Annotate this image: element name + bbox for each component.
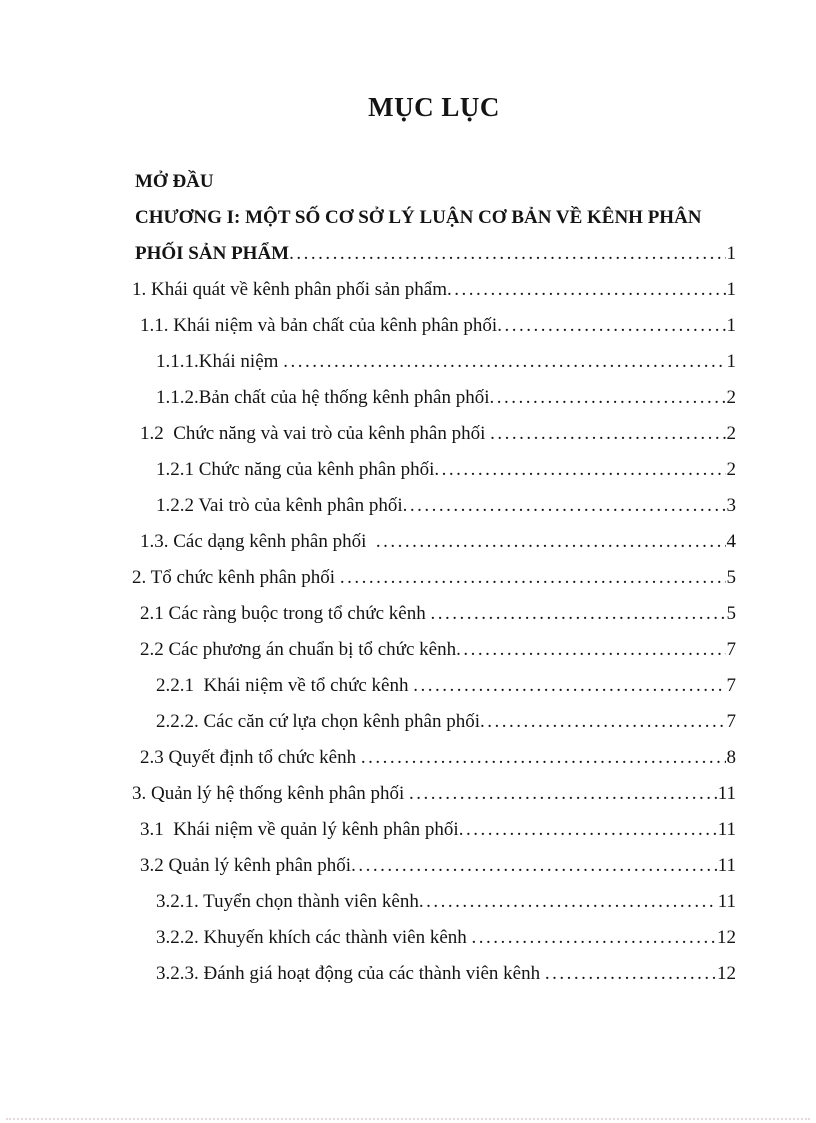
toc-page-number: 1	[726, 351, 736, 372]
toc-entry	[132, 488, 736, 524]
dot-leader	[409, 776, 717, 812]
toc-page-number: 5	[726, 567, 736, 588]
dot-leader	[447, 272, 725, 308]
toc-page-number: 11	[717, 855, 736, 876]
toc-page-number: 12	[717, 927, 736, 948]
toc-entry-text: CHƯƠNG I: MỘT SỐ CƠ SỞ LÝ LUẬN CƠ BẢN VỀ KÊNH PHÂN	[135, 207, 702, 228]
toc-entry-text: PHỐI SẢN PHẨM	[135, 243, 290, 264]
table-of-contents	[132, 164, 736, 992]
toc-entry-text: 2.2.2. Các căn cứ lựa chọn kênh phân phối	[156, 711, 480, 732]
dot-leader	[340, 560, 726, 596]
toc-entry	[132, 596, 736, 632]
toc-page-number: 8	[726, 747, 736, 768]
toc-entry	[132, 416, 736, 452]
toc-entry-text: 2.1 Các ràng buộc trong tổ chức kênh	[140, 603, 431, 624]
toc-entry	[132, 740, 736, 776]
toc-entry	[132, 452, 736, 488]
toc-entry	[132, 524, 736, 560]
toc-entry	[132, 200, 736, 236]
dot-leader	[403, 488, 726, 524]
dot-leader	[376, 524, 726, 560]
toc-entry-text: 3.1 Khái niệm về quản lý kênh phân phối	[140, 819, 459, 840]
toc-entry-text: MỞ ĐẦU	[135, 171, 214, 192]
dot-leader	[480, 704, 726, 740]
toc-entry-text: 2.2.1 Khái niệm về tổ chức kênh	[156, 675, 414, 696]
toc-entry-text: 1. Khái quát về kênh phân phối sản phẩm	[132, 279, 448, 300]
dot-leader	[289, 236, 725, 272]
toc-page-number: 12	[717, 963, 736, 984]
page-title: MỤC LỤC	[368, 92, 500, 122]
toc-entry-text: 3.2.1. Tuyển chọn thành viên kênh	[156, 891, 419, 912]
toc-entry	[132, 920, 736, 956]
toc-page-number: 11	[717, 819, 736, 840]
toc-entry-text: 2.3 Quyết định tổ chức kênh	[140, 747, 361, 768]
dot-leader	[419, 884, 717, 920]
toc-page-number: 1	[726, 243, 736, 264]
dot-leader	[497, 308, 725, 344]
toc-page-number: 11	[717, 783, 736, 804]
toc-entry	[132, 164, 736, 200]
toc-page-number: 2	[726, 423, 736, 444]
toc-entry-text: 1.1. Khái niệm và bản chất của kênh phân phối	[140, 315, 498, 336]
toc-entry-text: 1.2.1 Chức năng của kênh phân phối	[156, 459, 435, 480]
page-bottom-dotted-border	[6, 1118, 810, 1120]
toc-entry-text: 1.1.2.Bản chất của hệ thống kênh phân phối	[156, 387, 490, 408]
toc-entry-text: 3. Quản lý hệ thống kênh phân phối	[132, 783, 410, 804]
toc-entry	[132, 272, 736, 308]
toc-entry-text: 2. Tổ chức kênh phân phối	[132, 567, 340, 588]
toc-entry	[132, 344, 736, 380]
toc-entry-text: 1.2 Chức năng và vai trò của kênh phân phối	[140, 423, 491, 444]
dot-leader	[459, 812, 717, 848]
toc-page-number: 7	[726, 675, 736, 696]
dot-leader	[413, 668, 725, 704]
toc-entry	[132, 812, 736, 848]
toc-entry	[132, 848, 736, 884]
toc-page-number: 2	[726, 459, 736, 480]
dot-leader	[351, 848, 717, 884]
toc-page-number: 1	[726, 279, 736, 300]
toc-entry-text: 3.2.2. Khuyến khích các thành viên kênh	[156, 927, 472, 948]
toc-page-number: 4	[726, 531, 736, 552]
toc-entry-text: 3.2.3. Đánh giá hoạt động của các thành viên kênh	[156, 963, 545, 984]
toc-entry-text: 1.2.2 Vai trò của kênh phân phối	[156, 495, 403, 516]
dot-leader	[283, 344, 725, 380]
toc-entry	[132, 632, 736, 668]
toc-entry	[132, 308, 736, 344]
dot-leader	[545, 956, 716, 992]
toc-entry	[132, 668, 736, 704]
toc-page-number: 5	[726, 603, 736, 624]
toc-entry-text: 2.2 Các phương án chuẩn bị tổ chức kênh	[140, 639, 457, 660]
toc-entry	[132, 956, 736, 992]
dot-leader	[361, 740, 726, 776]
dot-leader	[434, 452, 725, 488]
toc-entry	[132, 380, 736, 416]
dot-leader	[472, 920, 716, 956]
toc-page-number: 1	[726, 315, 736, 336]
toc-entry	[132, 884, 736, 920]
dot-leader	[489, 380, 725, 416]
toc-entry	[132, 704, 736, 740]
toc-page-number: 7	[726, 639, 736, 660]
toc-entry-text: 1.1.1.Khái niệm	[156, 351, 284, 372]
toc-entry	[132, 236, 736, 272]
toc-entry	[132, 776, 736, 812]
toc-page-number: 7	[726, 711, 736, 732]
toc-page-number: 11	[717, 891, 736, 912]
dot-leader	[430, 596, 725, 632]
toc-entry	[132, 560, 736, 596]
toc-page-number: 3	[726, 495, 736, 516]
dot-leader	[456, 632, 725, 668]
dot-leader	[490, 416, 725, 452]
toc-page-number: 2	[726, 387, 736, 408]
toc-entry-text: 1.3. Các dạng kênh phân phối	[140, 531, 376, 552]
toc-entry-text: 3.2 Quản lý kênh phân phối	[140, 855, 352, 876]
